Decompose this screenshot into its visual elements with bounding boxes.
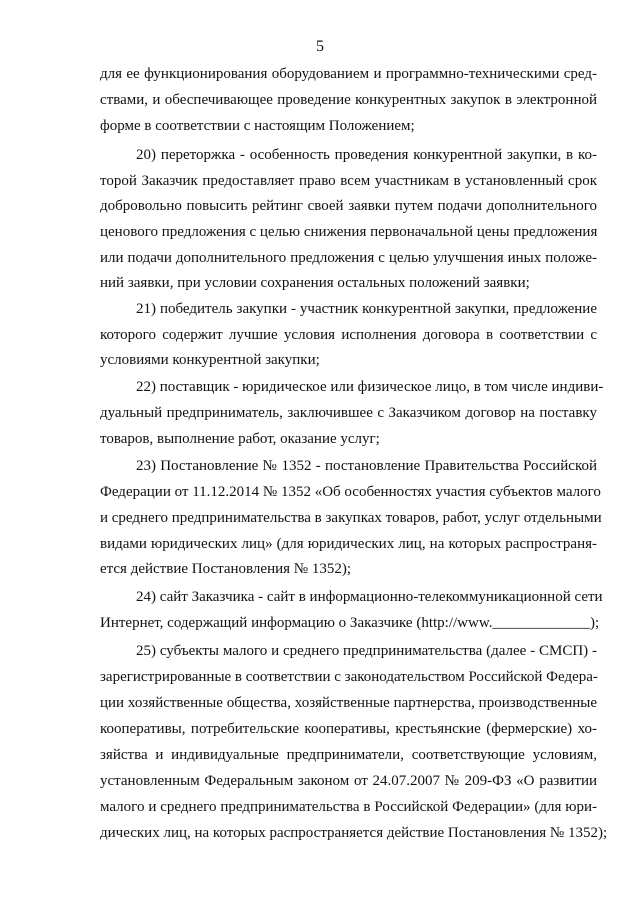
text-line: ствами, и обеспечивающее проведение конкурентных закупок в электронной	[100, 92, 597, 108]
text-line: форме в соответствии с настоящим Положением;	[100, 118, 415, 134]
text-line: 23) Постановление № 1352 - постановление Правительства Российской	[136, 458, 597, 474]
text-line: 25) субъекты малого и среднего предпринимательства (далее - СМСП) -	[136, 643, 597, 659]
text-line: торой Заказчик предоставляет право всем участникам в установленный срок	[100, 173, 597, 189]
text-line: установленным Федеральным законом от 24.07.2007 № 209-ФЗ «О развитии	[100, 773, 597, 789]
text-line: условиями конкурентной закупки;	[100, 352, 320, 368]
text-line: ется действие Постановления № 1352);	[100, 561, 351, 577]
text-line: дуальный предприниматель, заключившее с Заказчиком договор на поставку	[100, 405, 597, 421]
text-line: Федерации от 11.12.2014 № 1352 «Об особенностях участия субъектов малого	[100, 484, 601, 500]
text-line: 20) переторжка - особенность проведения конкурентной закупки, в ко-	[136, 147, 597, 163]
text-line: для ее функционирования оборудованием и программно-техническими сред-	[100, 66, 597, 82]
text-line: Интернет, содержащий информацию о Заказчике (http://www._____________);	[100, 615, 600, 631]
text-line: 22) поставщик - юридическое или физическое лицо, в том числе индиви-	[136, 379, 604, 395]
text-line: ний заявки, при условии сохранения остальных положений заявки;	[100, 275, 530, 291]
text-line: ции хозяйственные общества, хозяйственные партнерства, производственные	[100, 695, 597, 711]
text-line: видами юридических лиц» (для юридических лиц, на которых распространя-	[100, 536, 597, 552]
text-line: которого содержит лучшие условия исполнения договора в соответствии с	[100, 327, 597, 343]
page-number: 5	[316, 38, 324, 55]
text-line: дических лиц, на которых распространяется действие Постановления № 1352);	[100, 825, 608, 841]
text-line: товаров, выполнение работ, оказание услуг;	[100, 431, 380, 447]
text-line: малого и среднего предпринимательства в Российской Федерации» (для юри-	[100, 799, 597, 815]
text-line: 21) победитель закупки - участник конкурентной закупки, предложение	[136, 301, 597, 317]
text-line: зяйства и индивидуальные предприниматели, соответствующие условиям,	[100, 747, 597, 763]
text-line: добровольно повысить рейтинг своей заявки путем подачи дополнительного	[100, 198, 597, 214]
text-line: кооперативы, потребительские кооперативы, крестьянские (фермерские) хо-	[100, 721, 597, 737]
text-line: 24) сайт Заказчика - сайт в информационно-телекоммуникационной сети	[136, 589, 603, 605]
text-line: ценового предложения с целью снижения первоначальной цены предложения	[100, 224, 598, 240]
text-line: и среднего предпринимательства в закупках товаров, работ, услуг отдельными	[100, 510, 602, 526]
text-line: зарегистрированные в соответствии с законодательством Российской Федера-	[100, 669, 598, 685]
text-line: или подачи дополнительного предложения с целью улучшения иных положе-	[100, 250, 597, 266]
